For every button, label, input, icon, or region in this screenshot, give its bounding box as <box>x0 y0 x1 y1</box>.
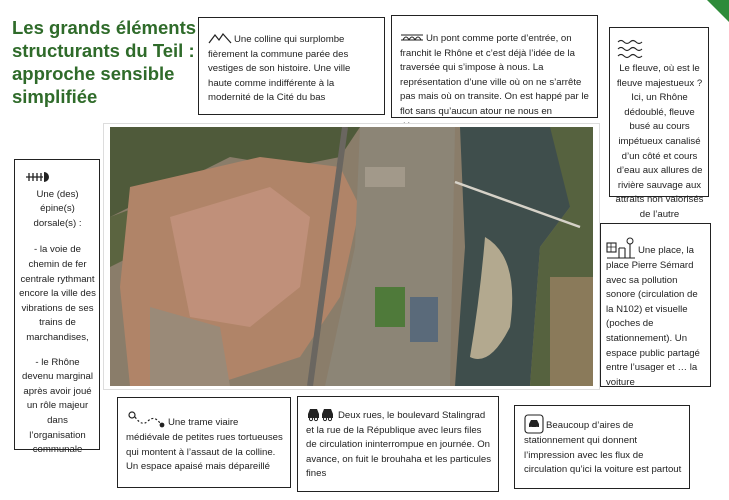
box-rues <box>297 396 499 492</box>
colline-text: Une colline qui surplombe fièrement la commune parée des vestiges de son histoire. Une ville haute comme indifférente à la modernité de la Cité du bas <box>208 34 351 104</box>
cars-icon <box>306 406 336 422</box>
place-text: Une place, la place Pierre Sémard avec sa pollution sonore (circulation de la N102) et visuelle (poches de stationnement). Un espace public partagé entre l’usager et … la voiture <box>606 245 700 388</box>
box-epine <box>14 159 100 456</box>
box-colline <box>198 17 385 115</box>
square-icon <box>606 237 636 259</box>
epine-point-rhone: - le Rhône devenu marginal après avoir joué un rôle majeur dans l’organisation communale <box>22 356 93 456</box>
bridge-icon <box>400 31 424 43</box>
trame-text: Une trame viaire médiévale de petites rues tortueuses qui montent à l’assaut de la colline. Un espace apaisé mais dépareillé <box>126 417 283 473</box>
box-fleuve <box>609 27 709 220</box>
mountain-icon <box>208 32 232 44</box>
box-stationnement <box>514 405 690 489</box>
rues-text: Deux rues, le boulevard Stalingrad et la rue de la République avec leurs files de circulation ininterrompue en journée. On avance, on fuit le brouhaha et les particules fines <box>306 410 492 480</box>
corner-accent <box>707 0 729 22</box>
box-place <box>600 223 711 387</box>
epine-point-rail: - la voie de chemin de fer centrale rythmant encore la ville des vibrations de ses trains de marchandises, <box>19 244 96 343</box>
waves-icon <box>617 38 704 60</box>
page-title: Les grands éléments structurants du Teil : approche sensible simplifiée <box>12 17 197 107</box>
spine-icon <box>25 170 51 184</box>
aerial-photo-image <box>110 127 593 386</box>
stationnement-text: Beaucoup d’aires de stationnement qui donnent l’impression avec les flux de circulation qu’ici la voiture est partout <box>524 420 682 476</box>
fleuve-text: Le fleuve, où est le fleuve majestueux ? Ici, un Rhône dédoublé, fleuve busé au cours impétueux canalisé d’un côté et cours d’eau aux allures de rivière sauvage aux attraits non valorisés de l’autre <box>615 63 704 220</box>
box-trame <box>117 397 291 488</box>
box-pont <box>391 15 598 118</box>
epine-intro: Une (des) épine(s) dorsale(s) : <box>33 188 82 229</box>
aerial-photo <box>104 124 599 389</box>
path-icon <box>126 409 166 431</box>
pont-text: Un pont comme porte d’entrée, on franchit le Rhône et c’est déjà l’idée de la traversée qui s’impose à nous. La représentation d’une ville où on ne s’arrête pas mais où on transite. On est happé par le flot sans qu’aucun atour ne nous en <box>400 33 589 117</box>
car-icon <box>524 414 544 434</box>
